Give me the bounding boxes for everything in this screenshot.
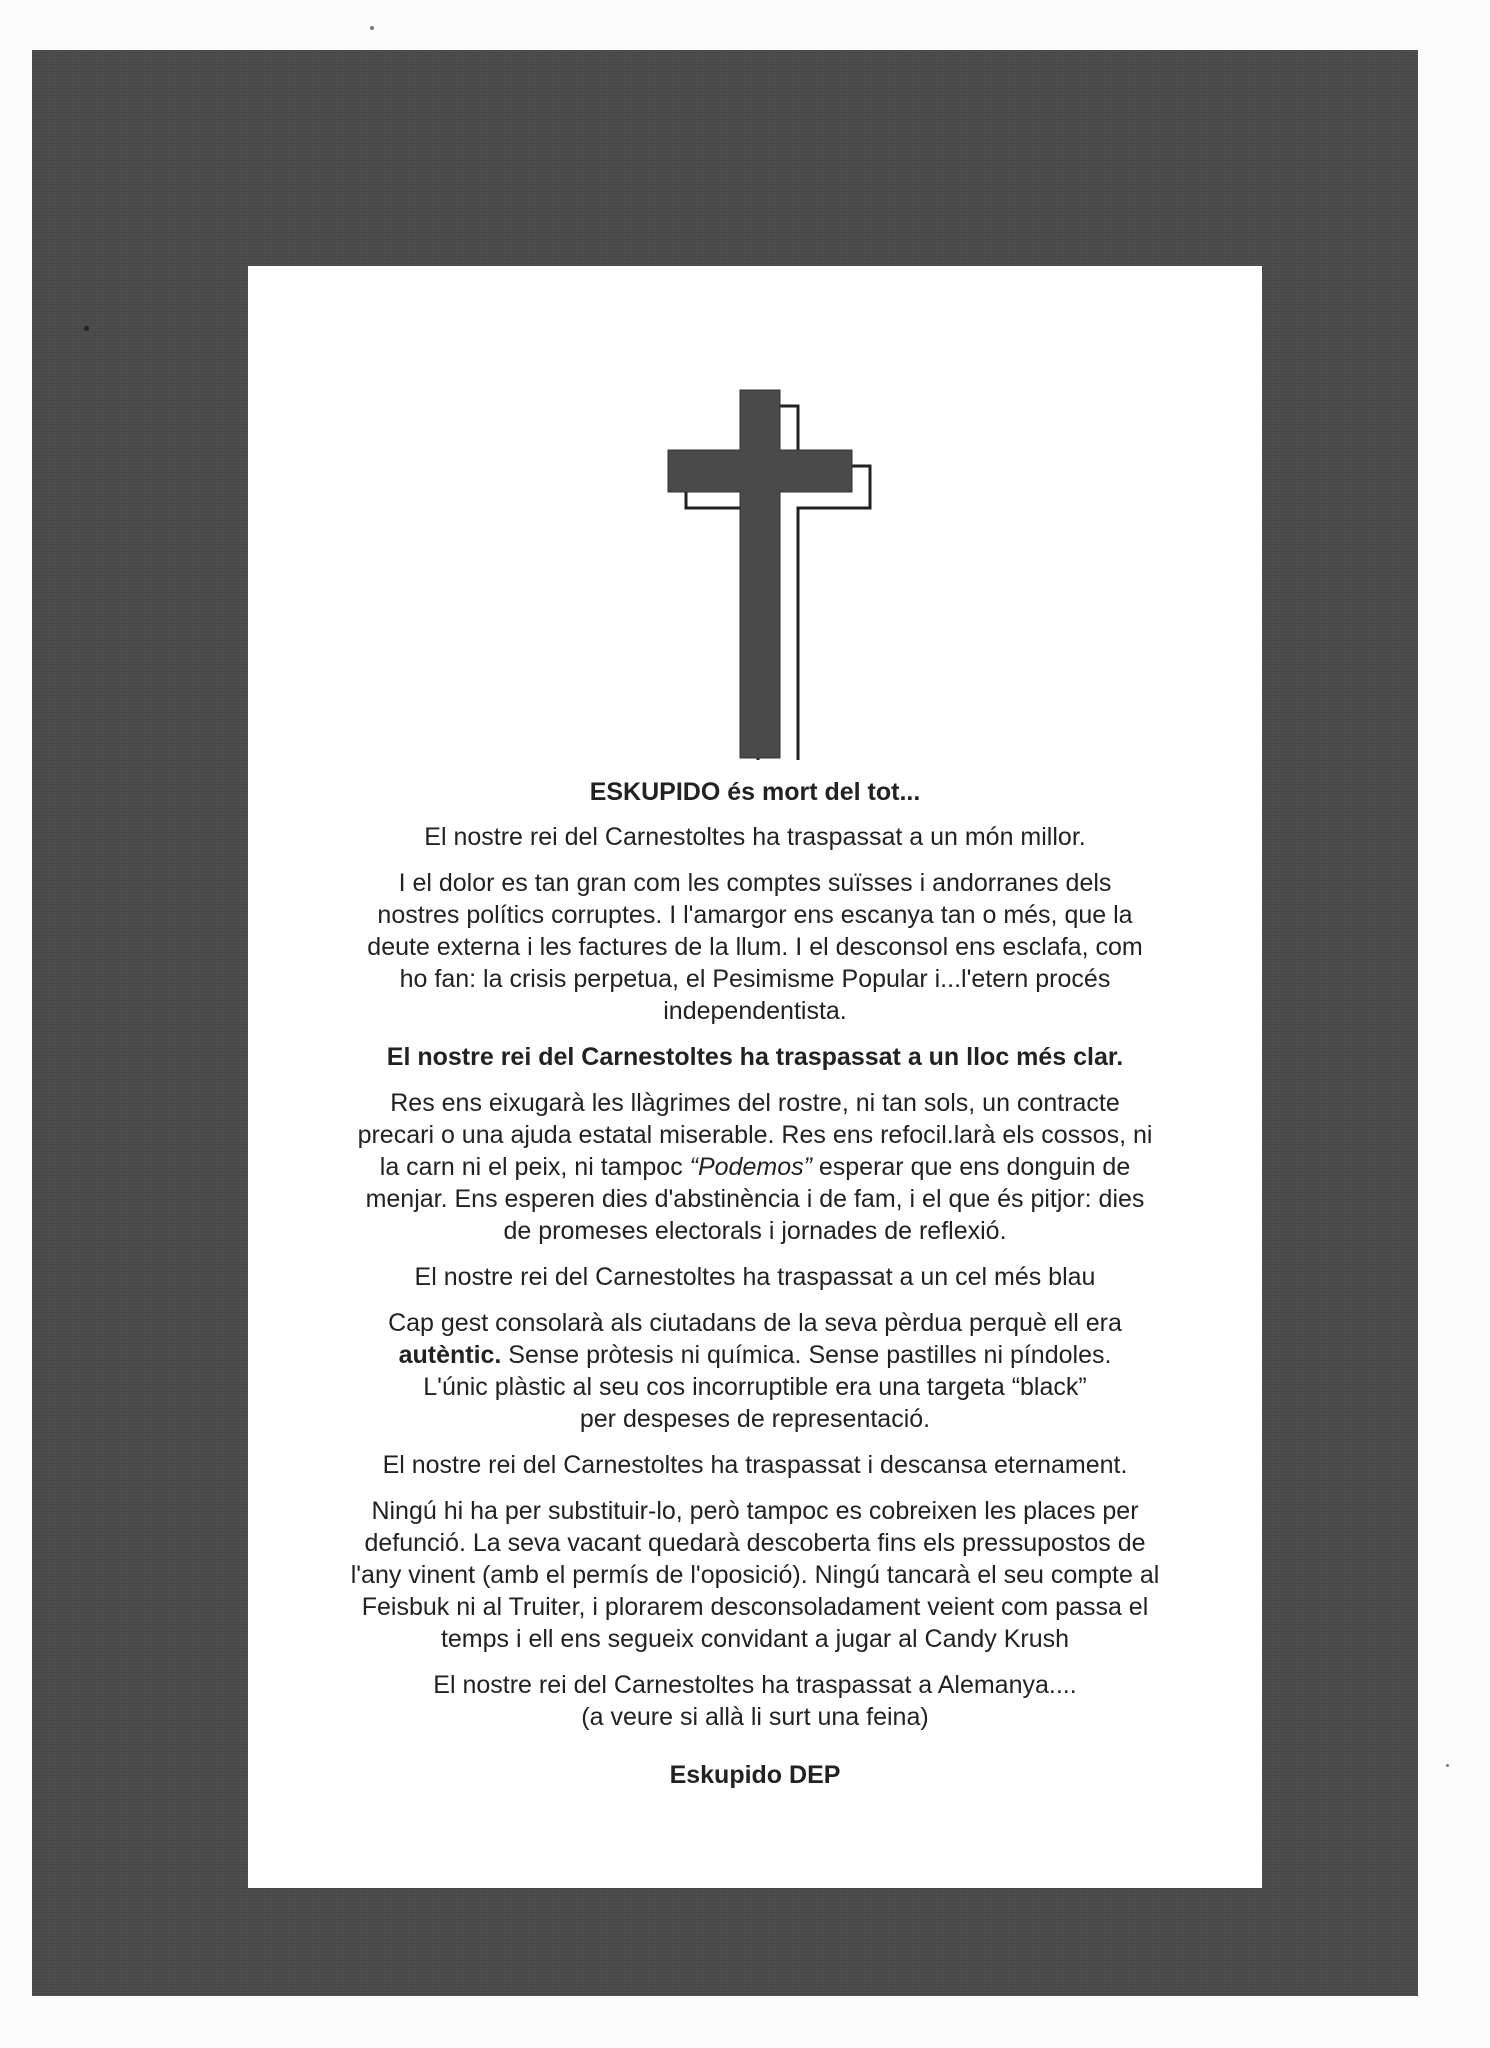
obituary-card [248,266,1262,1888]
paragraph-4-line: Ningú hi ha per substituir-lo, però tampoc es cobreixen les places per [371,1497,1139,1525]
scan-speck [84,326,89,331]
paragraph-2-line: Res ens eixugarà les llàgrimes del rostre, ni tan sols, un contracte [390,1089,1120,1117]
autentic-bold: autèntic. [398,1341,502,1369]
refrain-line-3: El nostre rei del Carnestoltes ha traspassat a un cel més blau [414,1263,1096,1291]
closing-line: (a veure si allà li surt una feina) [581,1703,929,1731]
obituary-text [288,776,1222,1791]
paragraph-1-line: independentista. [663,997,847,1025]
paragraph-3-line: Sense pròtesis ni química. Sense pastilles ni píndoles. [501,1341,1112,1369]
paragraph-2-line: precari o una ajuda estatal miserable. Res ens refocil.larà els cossos, ni [357,1121,1153,1149]
paragraph-4-line: defunció. La seva vacant quedarà descoberta fins els pressupostos de [364,1529,1146,1557]
notice-title: ESKUPIDO és mort del tot... [589,778,921,806]
paragraph-2-line: de promeses electorals i jornades de reflexió. [503,1217,1007,1245]
paragraph-3-line: Cap gest consolarà als ciutadans de la seva pèrdua perquè ell era [388,1309,1122,1337]
paragraph-3-line: per despeses de representació. [579,1405,931,1433]
closing-lines [288,1669,1222,1733]
paragraph-3 [288,1307,1222,1435]
refrain-line-4: El nostre rei del Carnestoltes ha traspassat i descansa eternament. [382,1451,1128,1479]
paragraph-4 [288,1495,1222,1655]
closing-line: El nostre rei del Carnestoltes ha traspassat a Alemanya.... [433,1671,1077,1699]
signature: Eskupido DEP [669,1761,841,1789]
podemos-italic: “Podemos” [689,1153,812,1181]
paragraph-3-line: L'únic plàstic al seu cos incorruptible era una targeta “black” [423,1373,1087,1401]
paragraph-4-line: Feisbuk ni al Truiter, i plorarem desconsoladament veient com passa el [361,1593,1149,1621]
paragraph-4-line: l'any vinent (amb el permís de l'oposició). Ningú tancarà el seu compte al [350,1561,1160,1589]
cross-fill [668,390,852,758]
paragraph-1-line: nostres polítics corruptes. I l'amargor ens escanya tan o més, que la [377,901,1133,929]
paragraph-1 [288,867,1222,1027]
scan-speck [370,26,374,30]
scan-speck [1446,1764,1449,1767]
cross-icon [624,370,914,760]
paragraph-1-line: ho fan: la crisis perpetua, el Pesimisme Popular i...l'etern procés [399,965,1111,993]
paragraph-1-line: deute externa i les factures de la llum. I el desconsol ens esclafa, com [367,933,1143,961]
refrain-line-1: El nostre rei del Carnestoltes ha traspassat a un món millor. [424,823,1086,851]
paragraph-2-line: la carn ni el peix, ni tampoc [379,1153,690,1181]
refrain-line-2: El nostre rei del Carnestoltes ha traspassat a un lloc més clar. [386,1043,1124,1071]
paragraph-2 [288,1087,1222,1247]
paragraph-2-line: esperar que ens donguin de [811,1153,1131,1181]
mourning-border-frame [32,50,1418,1996]
paragraph-2-line: menjar. Ens esperen dies d'abstinència i de fam, i el que és pitjor: dies [365,1185,1145,1213]
paragraph-4-line: temps i ell ens segueix convidant a jugar al Candy Krush [440,1625,1070,1653]
paragraph-1-line: I el dolor es tan gran com les comptes suïsses i andorranes dels [398,869,1112,897]
